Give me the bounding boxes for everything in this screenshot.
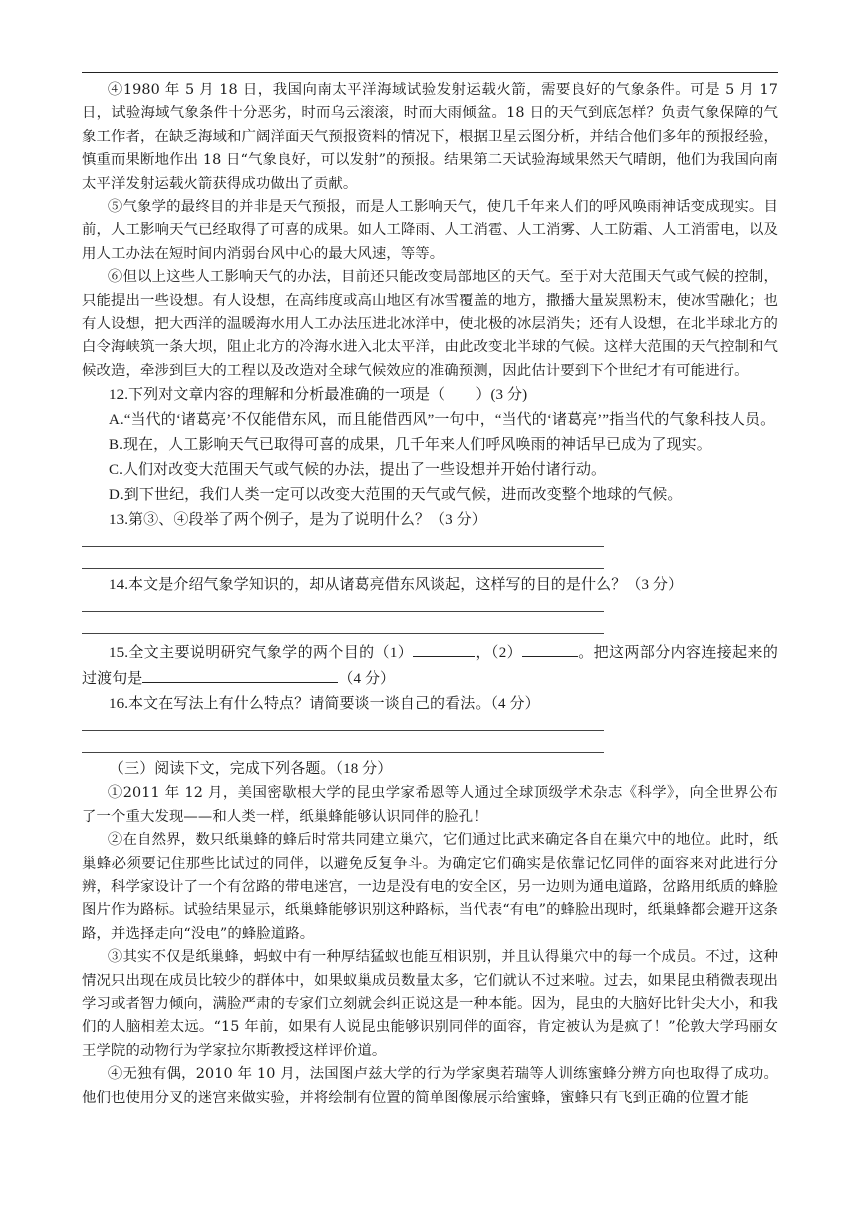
- question-15-text-4: （4 分）: [338, 671, 396, 688]
- purpose-1-blank[interactable]: [413, 640, 475, 657]
- answer-line[interactable]: [82, 752, 604, 753]
- question-12-option-c[interactable]: C.人们对改变大范围天气或气候的办法，提出了一些设想并开始付诸行动。: [109, 462, 607, 479]
- question-15-text-3: 。把这两部分内容连接起来的过渡句是: [82, 645, 778, 688]
- answer-line[interactable]: [82, 546, 604, 547]
- question-15-text-2: ，（2）: [475, 645, 522, 662]
- question-16: 16.本文在写法上有什么特点？请简要谈一谈自己的看法。（4 分）: [109, 696, 540, 713]
- section-3-paragraph-3: ③其实不仅是纸巢蜂，蚂蚁中有一种厚结猛蚁也能互相识别，并且认得巢穴中的每一个成员。不过，这种情况只出现在成员比较少的群体中，如果蚁巢成员数量太多，它们就认不过来啦。过去，如果昆虫稍微表现出学习或者智力倾向，满脸严肃的专家们立刻就会纠正说这是一种本能。因为，昆虫的大脑好比针尖大小，和我们的人脑相差太远。“15 年前，如果有人说昆虫能够识别同伴的面容，肯定被认为是疯了！”伦敦大学玛丽女王学院的动物行为学家拉尔斯教授这样评价道。: [82, 949, 778, 1059]
- question-14-answer-area[interactable]: [82, 598, 778, 638]
- question-15-text-1: 15.全文主要说明研究气象学的两个目的（1）: [109, 645, 414, 662]
- exam-page: [82, 72, 778, 1110]
- answer-line[interactable]: [82, 730, 604, 731]
- question-14: 14.本文是介绍气象学知识的，却从诸葛亮借东风谈起，这样写的目的是什么？（3 分）: [109, 577, 684, 594]
- purpose-2-blank[interactable]: [522, 640, 578, 657]
- question-16-answer-area[interactable]: [82, 717, 778, 757]
- header-rule: [82, 72, 778, 73]
- passage-paragraph-4: ④1980 年 5 月 18 日，我国向南太平洋海域试验发射运载火箭，需要良好的气象条件。可是 5 月 17 日，试验海域气象条件十分恶劣，时而乌云滚滚，时而大雨倾盆。18 日的天气到底怎样？负责气象保障的气象工作者，在缺乏海域和广阔洋面天气预报资料的情况下，根据卫星云图分析，并结合他们多年的预报经验，慎重而果断地作出 18 日“气象良好，可以发射”的预报。结果第二天试验海域果然天气晴朗，他们为我国向南太平洋发射运载火箭获得成功做出了贡献。: [82, 82, 778, 192]
- question-12-option-a[interactable]: A.“当代的‘诸葛亮’不仅能借东风，而且能借西风”一句中，“当代的‘诸葛亮’”指当代的气象科技人员。: [109, 412, 776, 429]
- answer-line[interactable]: [82, 633, 604, 634]
- question-12: 12.下列对文章内容的理解和分析最准确的一项是（ ）(3 分): [109, 387, 528, 404]
- question-13-answer-area[interactable]: [82, 533, 778, 573]
- question-12-option-b[interactable]: B.现在，人工影响天气已取得可喜的成果，几千年来人们呼风唤雨的神话早已成为了现实。: [109, 437, 712, 454]
- question-15: [82, 640, 778, 692]
- section-3-paragraph-2: ②在自然界，数只纸巢蜂的蜂后时常共同建立巢穴，它们通过比武来确定各自在巢穴中的地位。此时，纸巢蜂必须要记住那些比试过的同伴，以避免反复争斗。为确定它们确实是依靠记忆同伴的面容来对此进行分辨，科学家设计了一个有岔路的带电迷宫，一边是没有电的安全区，另一边则为通电道路，岔路用纸质的蜂脸图片作为路标。试验结果显示，纸巢蜂能够识别这种路标，当代表“有电”的蜂脸出现时，纸巢蜂都会避开这条路，并选择走向“没电”的蜂脸道路。: [82, 832, 778, 942]
- answer-line[interactable]: [82, 611, 604, 612]
- transition-sentence-blank[interactable]: [142, 666, 338, 683]
- section-3-paragraph-1: ①2011 年 12 月，美国密歇根大学的昆虫学家希恩等人通过全球顶级学术杂志《科学》，向全世界公布了一个重大发现——和人类一样，纸巢蜂能够认识同伴的脸孔！: [82, 785, 778, 825]
- passage-paragraph-5: ⑤气象学的最终目的并非是天气预报，而是人工影响天气，使几千年来人们的呼风唤雨神话变成现实。目前，人工影响天气已经取得了可喜的成果。如人工降雨、人工消雹、人工消雾、人工防霜、人工消雷电，以及用人工办法在短时间内消弱台风中心的最大风速，等等。: [82, 199, 778, 262]
- passage-paragraph-6: ⑥但以上这些人工影响天气的办法，目前还只能改变局部地区的天气。至于对大范围天气或气候的控制，只能提出一些设想。有人设想，在高纬度或高山地区有冰雪覆盖的地方，撒播大量炭黑粉末，使冰雪融化；也有人设想，把大西洋的温暖海水用人工办法压进北冰洋中，使北极的冰层消失；还有人设想，在北半球北方的白令海峡筑一条大坝，阻止北方的冷海水进入北太平洋，由此改变北半球的气候。这样大范围的天气控制和气候改造，牵涉到巨大的工程以及改造对全球气候效应的准确预测，因此估计要到下个世纪才有可能进行。: [82, 269, 778, 379]
- answer-line[interactable]: [82, 568, 604, 569]
- section-3-paragraph-4: ④无独有偶，2010 年 10 月，法国图卢兹大学的行为学家奥若瑞等人训练蜜蜂分辨方向也取得了成功。他们也使用分叉的迷宫来做实验，并将绘制有位置的简单图像展示给蜜蜂，蜜蜂只有飞到正确的位置才能: [82, 1066, 778, 1106]
- question-12-option-d[interactable]: D.到下世纪，我们人类一定可以改变大范围的天气或气候，进而改变整个地球的气候。: [109, 487, 683, 504]
- section-3-heading: （三）阅读下文，完成下列各题。（18 分）: [109, 761, 393, 778]
- question-13: 13.第③、④段举了两个例子，是为了说明什么？（3 分）: [109, 512, 487, 529]
